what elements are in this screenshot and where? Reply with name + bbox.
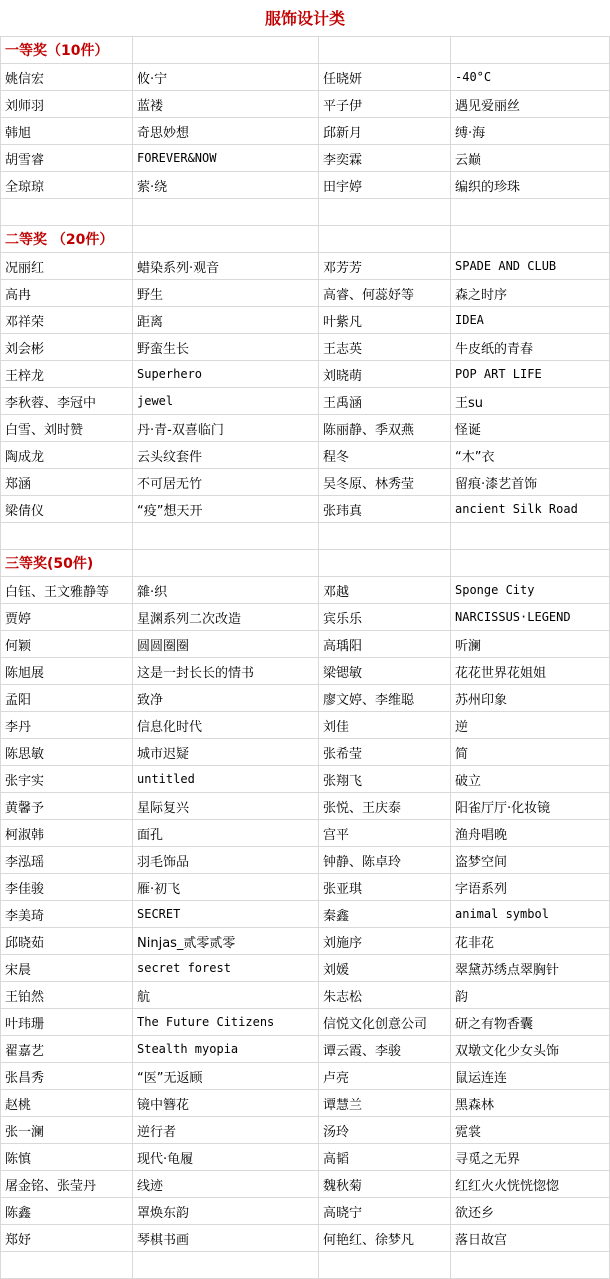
author-cell: 程冬 <box>319 442 451 469</box>
table-row <box>1 280 610 307</box>
table-row <box>1 496 610 523</box>
work-title-cell: NARCISSUS·LEGEND <box>451 604 610 631</box>
work-title-cell: 花非花 <box>451 928 610 955</box>
empty-cell <box>1 523 133 550</box>
author-cell: 张悦、王庆泰 <box>319 793 451 820</box>
table-row <box>1 982 610 1009</box>
work-title-cell: 简 <box>451 739 610 766</box>
table-row <box>1 901 610 928</box>
author-cell: 宋晨 <box>1 955 133 982</box>
work-title-cell: 城市迟疑 <box>133 739 319 766</box>
empty-cell <box>133 199 319 226</box>
table-row <box>1 361 610 388</box>
author-cell: 张翔飞 <box>319 766 451 793</box>
author-cell: 刘师羽 <box>1 91 133 118</box>
author-cell: 任晓妍 <box>319 64 451 91</box>
author-cell: 陈鑫 <box>1 1198 133 1225</box>
work-title-cell: 寻觅之无界 <box>451 1144 610 1171</box>
work-title-cell: Sponge City <box>451 577 610 604</box>
empty-cell <box>451 37 610 64</box>
work-title-cell: 牛皮纸的青春 <box>451 334 610 361</box>
author-cell: 张希莹 <box>319 739 451 766</box>
work-title-cell: 渔舟唱晚 <box>451 820 610 847</box>
table-row <box>1 766 610 793</box>
empty-cell <box>451 226 610 253</box>
work-title-cell: SECRET <box>133 901 319 928</box>
table-row <box>1 739 610 766</box>
author-cell: 谭云霞、李骏 <box>319 1036 451 1063</box>
work-title-cell: 萦·绕 <box>133 172 319 199</box>
work-title-cell: 信息化时代 <box>133 712 319 739</box>
table-row <box>1 712 610 739</box>
author-cell: 叶紫凡 <box>319 307 451 334</box>
author-cell: 梁锶敏 <box>319 658 451 685</box>
author-cell: 白雪、刘时赞 <box>1 415 133 442</box>
work-title-cell: 航 <box>133 982 319 1009</box>
author-cell: 韩旭 <box>1 118 133 145</box>
author-cell: 信悦文化创意公司 <box>319 1009 451 1036</box>
table-row <box>1 1090 610 1117</box>
work-title-cell: “木”衣 <box>451 442 610 469</box>
work-title-cell: 听澜 <box>451 631 610 658</box>
author-cell: 高冉 <box>1 280 133 307</box>
author-cell: 宾乐乐 <box>319 604 451 631</box>
table-row <box>1 928 610 955</box>
work-title-cell: 苏州印象 <box>451 685 610 712</box>
author-cell: 邓越 <box>319 577 451 604</box>
work-title-cell: 遇见爱丽丝 <box>451 91 610 118</box>
author-cell: 钟静、陈卓玲 <box>319 847 451 874</box>
table-row <box>1 388 610 415</box>
author-cell: 张宇实 <box>1 766 133 793</box>
work-title-cell: animal symbol <box>451 901 610 928</box>
work-title-cell: The Future Citizens <box>133 1009 319 1036</box>
author-cell: 邱新月 <box>319 118 451 145</box>
work-title-cell: 蜡染系列·观音 <box>133 253 319 280</box>
work-title-cell: 霓裳 <box>451 1117 610 1144</box>
section-heading-row <box>1 37 610 64</box>
work-title-cell: 云头纹套件 <box>133 442 319 469</box>
author-cell: 孟阳 <box>1 685 133 712</box>
work-title-cell: 云巅 <box>451 145 610 172</box>
empty-cell <box>451 199 610 226</box>
work-title-cell: 攸·宁 <box>133 64 319 91</box>
author-cell: 李美琦 <box>1 901 133 928</box>
work-title-cell: 星渊系列二次改造 <box>133 604 319 631</box>
empty-cell <box>133 550 319 577</box>
table-row <box>1 577 610 604</box>
work-title-cell: 研之有物香囊 <box>451 1009 610 1036</box>
table-row <box>1 469 610 496</box>
table-row <box>1 658 610 685</box>
table-row <box>1 1009 610 1036</box>
empty-cell <box>1 1252 133 1279</box>
author-cell: 廖文婷、李维聪 <box>319 685 451 712</box>
author-cell: 陈丽静、季双燕 <box>319 415 451 442</box>
author-cell: 魏秋菊 <box>319 1171 451 1198</box>
work-title-cell: 雜·织 <box>133 577 319 604</box>
table-row <box>1 955 610 982</box>
table-row <box>1 1117 610 1144</box>
work-title-cell: 红红火火恍恍惚惚 <box>451 1171 610 1198</box>
author-cell: 宫平 <box>319 820 451 847</box>
author-cell: 李秋蓉、李冠中 <box>1 388 133 415</box>
work-title-cell: FOREVER&NOW <box>133 145 319 172</box>
empty-cell <box>319 1252 451 1279</box>
work-title-cell: 距离 <box>133 307 319 334</box>
author-cell: 田宇婷 <box>319 172 451 199</box>
table-row <box>1 631 610 658</box>
author-cell: 谭慧兰 <box>319 1090 451 1117</box>
work-title-cell: 欲还乡 <box>451 1198 610 1225</box>
work-title-cell: 丹·青-双喜临门 <box>133 415 319 442</box>
author-cell: 贾婷 <box>1 604 133 631</box>
award-table-body <box>1 37 610 1279</box>
work-title-cell: -40°C <box>451 64 610 91</box>
author-cell: 高晓宁 <box>319 1198 451 1225</box>
work-title-cell: 镜中簪花 <box>133 1090 319 1117</box>
work-title-cell: 翠黛苏绣点翠胸针 <box>451 955 610 982</box>
work-title-cell: 落日故宫 <box>451 1225 610 1252</box>
table-row <box>1 604 610 631</box>
work-title-cell: 双墩文化少女头饰 <box>451 1036 610 1063</box>
work-title-cell: Ninjas_贰零贰零 <box>133 928 319 955</box>
author-cell: 张昌秀 <box>1 1063 133 1090</box>
author-cell: 赵桃 <box>1 1090 133 1117</box>
work-title-cell: ancient Silk Road <box>451 496 610 523</box>
author-cell: 胡雪睿 <box>1 145 133 172</box>
work-title-cell: 鼠运连连 <box>451 1063 610 1090</box>
author-cell: 刘佳 <box>319 712 451 739</box>
work-title-cell: 琴棋书画 <box>133 1225 319 1252</box>
author-cell: 邓祥荣 <box>1 307 133 334</box>
work-title-cell: 这是一封长长的情书 <box>133 658 319 685</box>
work-title-cell: 不可居无竹 <box>133 469 319 496</box>
spacer-row <box>1 523 610 550</box>
table-row <box>1 334 610 361</box>
author-cell: 卢亮 <box>319 1063 451 1090</box>
empty-cell <box>451 1252 610 1279</box>
work-title-cell: 黑森林 <box>451 1090 610 1117</box>
work-title-cell: “疫”想天开 <box>133 496 319 523</box>
empty-cell <box>133 523 319 550</box>
author-cell: 王梓龙 <box>1 361 133 388</box>
table-row <box>1 847 610 874</box>
work-title-cell: 阳雀厅厅·化妆镜 <box>451 793 610 820</box>
author-cell: 王铂然 <box>1 982 133 1009</box>
section-heading-row <box>1 550 610 577</box>
author-cell: 朱志松 <box>319 982 451 1009</box>
author-cell: 李佳骏 <box>1 874 133 901</box>
table-row <box>1 415 610 442</box>
work-title-cell: 野生 <box>133 280 319 307</box>
author-cell: 秦鑫 <box>319 901 451 928</box>
empty-cell <box>1 199 133 226</box>
author-cell: 李丹 <box>1 712 133 739</box>
table-row <box>1 442 610 469</box>
author-cell: 邱晓茹 <box>1 928 133 955</box>
table-row <box>1 1225 610 1252</box>
work-title-cell: 面孔 <box>133 820 319 847</box>
work-title-cell: “医”无返顾 <box>133 1063 319 1090</box>
section-heading-row <box>1 226 610 253</box>
author-cell: 陈慎 <box>1 1144 133 1171</box>
work-title-cell: 雁·初飞 <box>133 874 319 901</box>
table-row <box>1 874 610 901</box>
work-title-cell: 森之时序 <box>451 280 610 307</box>
author-cell: 翟嘉艺 <box>1 1036 133 1063</box>
author-cell: 黄馨予 <box>1 793 133 820</box>
table-row <box>1 1198 610 1225</box>
work-title-cell: 线迹 <box>133 1171 319 1198</box>
author-cell: 平子伊 <box>319 91 451 118</box>
work-title-cell: 编织的珍珠 <box>451 172 610 199</box>
table-row <box>1 1144 610 1171</box>
work-title-cell: 星际复兴 <box>133 793 319 820</box>
empty-cell <box>319 199 451 226</box>
work-title-cell: 盗梦空间 <box>451 847 610 874</box>
work-title-cell: 蓝褛 <box>133 91 319 118</box>
work-title-cell: 缚·海 <box>451 118 610 145</box>
table-row <box>1 172 610 199</box>
author-cell: 张一澜 <box>1 1117 133 1144</box>
section-heading: 二等奖 （20件） <box>1 226 133 253</box>
work-title-cell: jewel <box>133 388 319 415</box>
table-row <box>1 1063 610 1090</box>
work-title-cell: 逆 <box>451 712 610 739</box>
work-title-cell: 怪诞 <box>451 415 610 442</box>
table-row <box>1 118 610 145</box>
author-cell: 刘施序 <box>319 928 451 955</box>
work-title-cell: POP ART LIFE <box>451 361 610 388</box>
author-cell: 刘晓萌 <box>319 361 451 388</box>
table-row <box>1 253 610 280</box>
author-cell: 全琼琼 <box>1 172 133 199</box>
author-cell: 叶玮珊 <box>1 1009 133 1036</box>
work-title-cell: 野蛮生长 <box>133 334 319 361</box>
work-title-cell: 奇思妙想 <box>133 118 319 145</box>
empty-cell <box>451 550 610 577</box>
work-title-cell: 韵 <box>451 982 610 1009</box>
work-title-cell: 罩焕东韵 <box>133 1198 319 1225</box>
empty-cell <box>319 523 451 550</box>
author-cell: 汤玲 <box>319 1117 451 1144</box>
empty-cell <box>133 1252 319 1279</box>
author-cell: 郑涵 <box>1 469 133 496</box>
spacer-row <box>1 199 610 226</box>
author-cell: 刘媛 <box>319 955 451 982</box>
section-heading: 一等奖（10件） <box>1 37 133 64</box>
table-row <box>1 1171 610 1198</box>
work-title-cell: SPADE AND CLUB <box>451 253 610 280</box>
work-title-cell: Stealth myopia <box>133 1036 319 1063</box>
work-title-cell: 字语系列 <box>451 874 610 901</box>
author-cell: 何艳红、徐梦凡 <box>319 1225 451 1252</box>
author-cell: 陶成龙 <box>1 442 133 469</box>
work-title-cell: 破立 <box>451 766 610 793</box>
author-cell: 陈旭展 <box>1 658 133 685</box>
section-heading: 三等奖(50件) <box>1 550 133 577</box>
work-title-cell: 现代·龟履 <box>133 1144 319 1171</box>
author-cell: 王禹涵 <box>319 388 451 415</box>
author-cell: 梁倩仪 <box>1 496 133 523</box>
author-cell: 屠金铭、张莹丹 <box>1 1171 133 1198</box>
author-cell: 李泓瑶 <box>1 847 133 874</box>
author-cell: 李奕霖 <box>319 145 451 172</box>
author-cell: 刘会彬 <box>1 334 133 361</box>
empty-cell <box>133 37 319 64</box>
table-row <box>1 685 610 712</box>
author-cell: 高韬 <box>319 1144 451 1171</box>
award-table <box>0 36 610 1279</box>
author-cell: 况丽红 <box>1 253 133 280</box>
author-cell: 何颖 <box>1 631 133 658</box>
empty-cell <box>319 37 451 64</box>
work-title-cell: untitled <box>133 766 319 793</box>
author-cell: 张亚琪 <box>319 874 451 901</box>
work-title-cell: 羽毛饰品 <box>133 847 319 874</box>
work-title-cell: 花花世界花姐姐 <box>451 658 610 685</box>
work-title-cell: secret forest <box>133 955 319 982</box>
author-cell: 王志英 <box>319 334 451 361</box>
empty-cell <box>451 523 610 550</box>
table-row <box>1 1036 610 1063</box>
author-cell: 高睿、何蕊妤等 <box>319 280 451 307</box>
empty-cell <box>319 226 451 253</box>
author-cell: 郑妤 <box>1 1225 133 1252</box>
work-title-cell: 圆圆圈圈 <box>133 631 319 658</box>
work-title-cell: 致净 <box>133 685 319 712</box>
work-title-cell: 王su <box>451 388 610 415</box>
author-cell: 吴冬原、林秀莹 <box>319 469 451 496</box>
table-row <box>1 91 610 118</box>
table-row <box>1 64 610 91</box>
work-title-cell: 留痕·漆艺首饰 <box>451 469 610 496</box>
author-cell: 柯淑韩 <box>1 820 133 847</box>
author-cell: 高瑀阳 <box>319 631 451 658</box>
table-row <box>1 145 610 172</box>
empty-cell <box>319 550 451 577</box>
author-cell: 张玮真 <box>319 496 451 523</box>
page-title: 服饰设计类 <box>264 9 345 28</box>
empty-cell <box>133 226 319 253</box>
spacer-row <box>1 1252 610 1279</box>
table-row <box>1 793 610 820</box>
author-cell: 陈思敏 <box>1 739 133 766</box>
author-cell: 邓芳芳 <box>319 253 451 280</box>
work-title-cell: IDEA <box>451 307 610 334</box>
title-row <box>0 0 610 36</box>
work-title-cell: 逆行者 <box>133 1117 319 1144</box>
work-title-cell: Superhero <box>133 361 319 388</box>
author-cell: 白钰、王文雅静等 <box>1 577 133 604</box>
table-row <box>1 307 610 334</box>
author-cell: 姚信宏 <box>1 64 133 91</box>
table-row <box>1 820 610 847</box>
